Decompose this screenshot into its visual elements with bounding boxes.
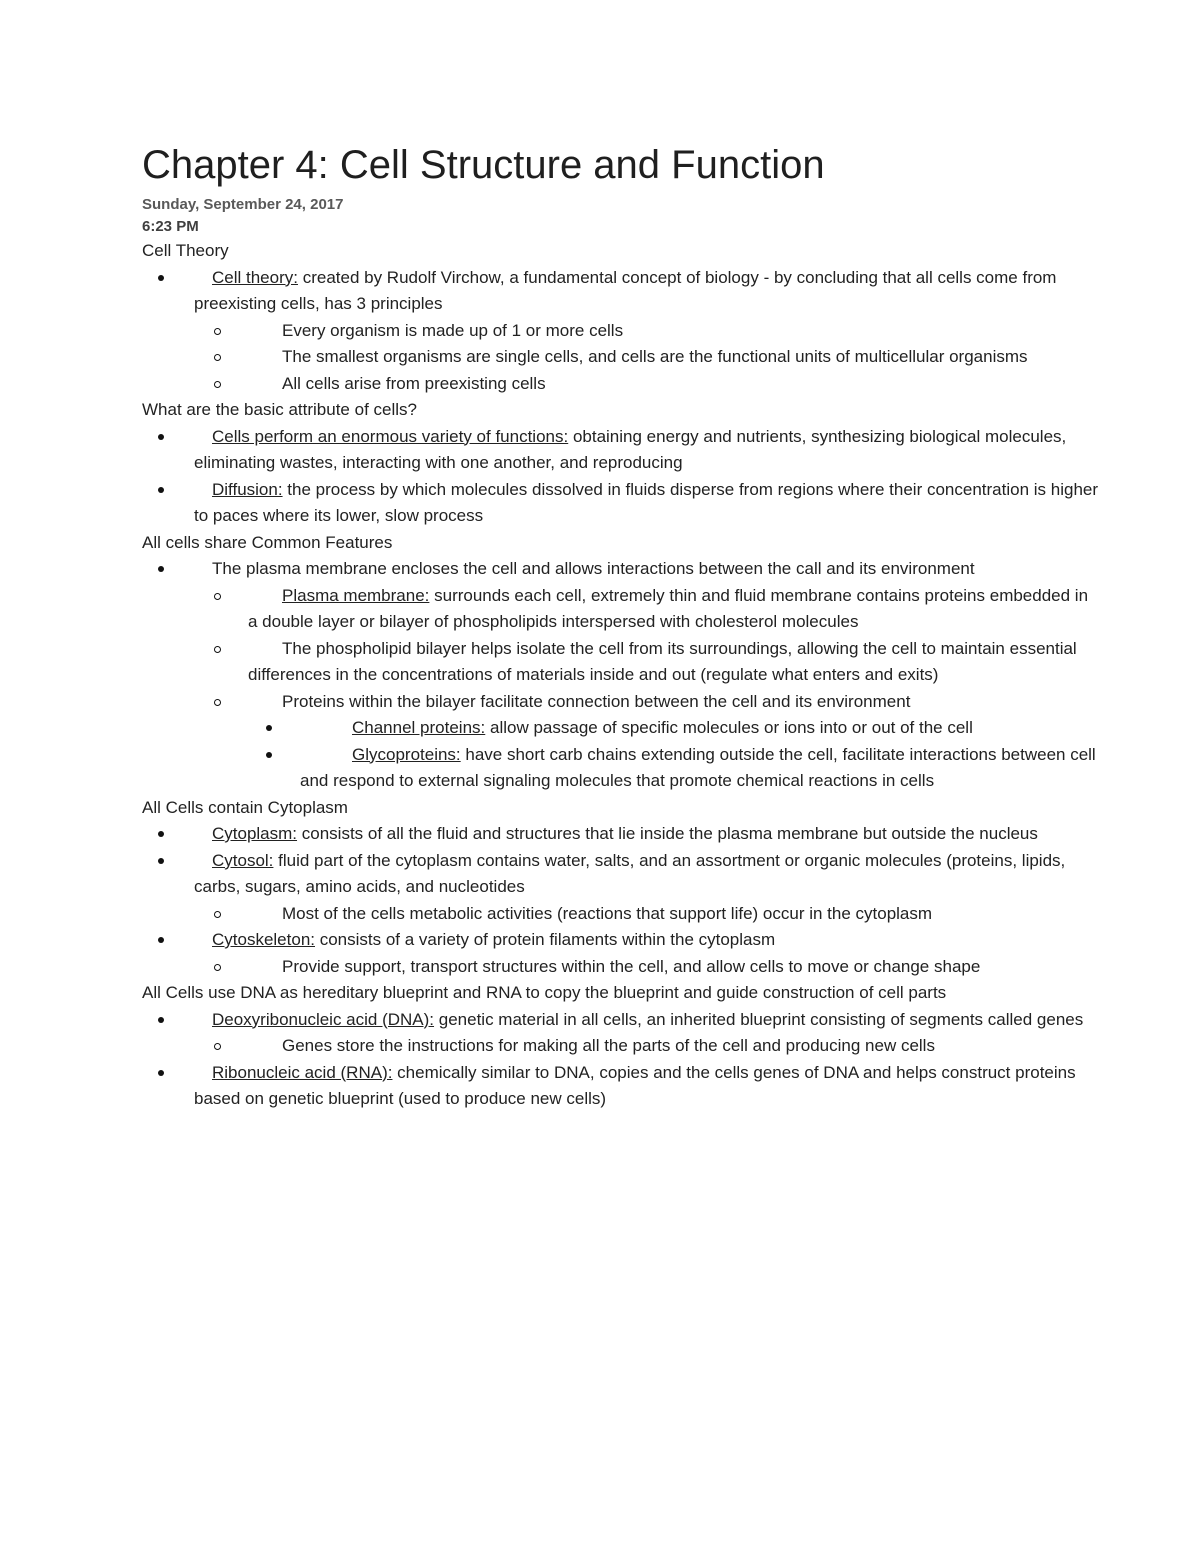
term: Plasma membrane: xyxy=(282,585,430,605)
definition: have short carb chains extending outside the cell, facilitate interactions between cell and respond to external signaling molecules that promote chemical reactions in cells xyxy=(300,744,1096,790)
list-item xyxy=(142,371,1100,398)
list-item xyxy=(142,1033,1100,1060)
definition: chemically similar to DNA, copies and the cells genes of DNA and helps construct proteins based on genetic blueprint (used to produce new cells) xyxy=(194,1062,1076,1108)
bullet-icon xyxy=(266,752,272,758)
bullet-list xyxy=(142,424,1100,530)
definition: consists of all the fluid and structures that lie inside the plasma membrane but outside the nucleus xyxy=(297,824,1038,843)
list-item xyxy=(142,636,1100,689)
list-item xyxy=(142,927,1100,954)
circle-bullet-icon xyxy=(214,328,221,335)
definition: allow passage of specific molecules or ions into or out of the cell xyxy=(485,718,973,737)
definition: genetic material in all cells, an inherited blueprint consisting of segments called genes xyxy=(434,1009,1084,1029)
list-item xyxy=(142,344,1100,371)
definition: consists of a variety of protein filaments within the cytoplasm xyxy=(315,930,776,949)
term: Channel proteins: xyxy=(352,718,486,737)
list-item xyxy=(142,901,1100,928)
bullet-list xyxy=(142,265,1100,398)
item-text: The smallest organisms are single cells, and cells are the functional units of multicellular organisms xyxy=(282,347,1028,366)
list-item xyxy=(142,689,1100,716)
term: Deoxyribonucleic acid (DNA): xyxy=(212,1009,435,1029)
circle-bullet-icon xyxy=(214,1043,221,1050)
bullet-icon xyxy=(158,858,164,864)
bullet-list xyxy=(142,821,1100,980)
bullet-icon xyxy=(158,831,164,837)
bullet-icon xyxy=(158,1017,164,1023)
definition: obtaining energy and nutrients, synthesizing biological molecules, eliminating wastes, interacting with one another, and reproducing xyxy=(194,426,1067,472)
page-title: Chapter 4: Cell Structure and Function xyxy=(142,143,825,187)
note-time: 6:23 PM xyxy=(142,218,199,235)
section-heading: Cell Theory xyxy=(142,241,229,260)
bullet-icon xyxy=(158,937,164,943)
circle-bullet-icon xyxy=(214,646,221,653)
bullet-icon xyxy=(158,566,164,572)
definition: created by Rudolf Virchow, a fundamental concept of biology - by concluding that all cells come from preexisting cells, has 3 principles xyxy=(194,267,1057,313)
list-item xyxy=(142,265,1100,318)
note-body xyxy=(142,238,1100,1113)
definition: fluid part of the cytoplasm contains water, salts, and an assortment or organic molecules (proteins, lipids, carbs, sugars, amino acids, and nucleotides xyxy=(194,850,1066,896)
term: Cytoplasm: xyxy=(212,824,298,843)
item-text: Genes store the instructions for making all the parts of the cell and producing new cells xyxy=(282,1036,935,1055)
bullet-icon xyxy=(158,434,164,440)
circle-bullet-icon xyxy=(214,593,221,600)
circle-bullet-icon xyxy=(214,699,221,706)
section-heading: All Cells use DNA as hereditary blueprint and RNA to copy the blueprint and guide construction of cell parts xyxy=(142,983,947,1002)
note-date: Sunday, September 24, 2017 xyxy=(142,196,344,213)
list-item xyxy=(142,477,1100,530)
term: Cell theory: xyxy=(212,267,298,287)
item-text: The phospholipid bilayer helps isolate the cell from its surroundings, allowing the cell to maintain essential differences in the concentrations of materials inside and out (regulate what enters and exits) xyxy=(248,638,1077,684)
bullet-icon xyxy=(158,487,164,493)
item-text: The plasma membrane encloses the cell and allows interactions between the call and its environment xyxy=(212,559,975,578)
bullet-list xyxy=(142,1007,1100,1113)
definition: the process by which molecules dissolved in fluids disperse from regions where their concentration is higher to paces where its lower, slow process xyxy=(194,479,1099,525)
list-item xyxy=(142,424,1100,477)
item-text: Most of the cells metabolic activities (reactions that support life) occur in the cytoplasm xyxy=(282,903,933,923)
item-text: Provide support, transport structures within the cell, and allow cells to move or change shape xyxy=(282,956,981,976)
section-heading: All Cells contain Cytoplasm xyxy=(142,797,348,817)
term: Diffusion: xyxy=(212,479,283,499)
term: Ribonucleic acid (RNA): xyxy=(212,1062,393,1082)
circle-bullet-icon xyxy=(214,381,221,388)
list-item xyxy=(142,583,1100,636)
term: Cytosol: xyxy=(212,850,274,870)
circle-bullet-icon xyxy=(214,964,221,971)
section-heading: What are the basic attribute of cells? xyxy=(142,400,417,419)
term: Cells perform an enormous variety of functions: xyxy=(212,426,569,446)
list-item xyxy=(142,715,1100,742)
term: Cytoskeleton: xyxy=(212,930,315,949)
section-heading: All cells share Common Features xyxy=(142,532,393,552)
list-item xyxy=(142,1060,1100,1113)
list-item xyxy=(142,954,1100,981)
term: Glycoproteins: xyxy=(352,744,461,764)
list-item xyxy=(142,318,1100,345)
list-item xyxy=(142,556,1100,583)
item-text: Proteins within the bilayer facilitate connection between the cell and its environment xyxy=(282,691,911,711)
item-text: Every organism is made up of 1 or more cells xyxy=(282,320,624,340)
list-item xyxy=(142,742,1100,795)
bullet-icon xyxy=(158,275,164,281)
circle-bullet-icon xyxy=(214,354,221,361)
bullet-list xyxy=(142,556,1100,795)
circle-bullet-icon xyxy=(214,911,221,918)
item-text: All cells arise from preexisting cells xyxy=(282,373,546,393)
list-item xyxy=(142,1007,1100,1034)
definition: surrounds each cell, extremely thin and fluid membrane contains proteins embedded in a double layer or bilayer of phospholipids interspersed with cholesterol molecules xyxy=(248,585,1089,631)
list-item xyxy=(142,848,1100,901)
list-item xyxy=(142,821,1100,848)
bullet-icon xyxy=(158,1070,164,1076)
bullet-icon xyxy=(266,725,272,731)
